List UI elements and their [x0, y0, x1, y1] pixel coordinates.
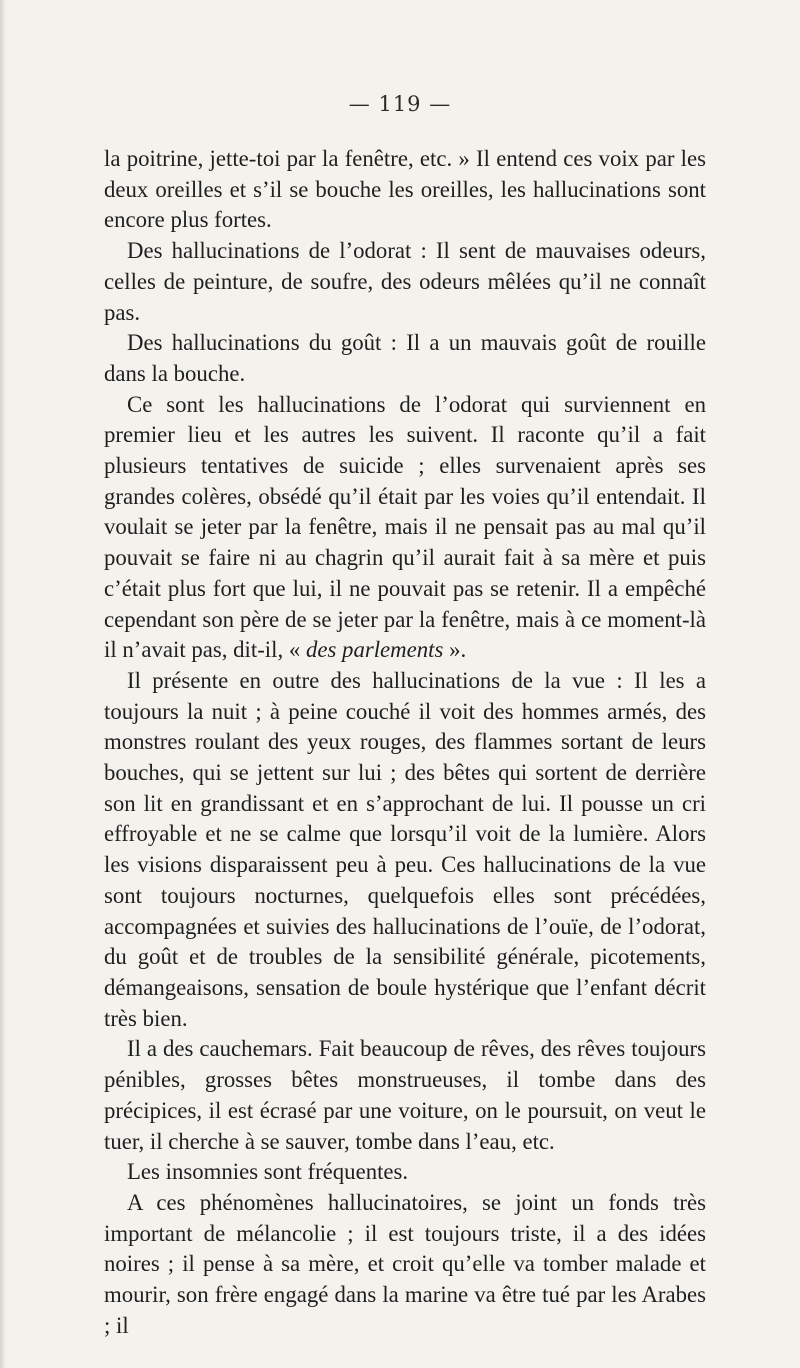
paragraph-text: Des hallucinations de l’odorat : Il sent de mauvaises odeurs, celles de peinture, de soufre, des odeurs mêlées qu’il ne connaît pas. — [104, 238, 706, 325]
paragraph — [104, 666, 706, 1034]
paragraph-text: Il a des cauchemars. Fait beaucoup de rêves, des rêves toujours pénibles, grosses bêtes monstrueuses, il tombe dans des précipices, il est écrasé par une voiture, on le poursuit, on veut le tuer, il cherche à se sauver, tombe dans l’eau, etc. — [104, 1036, 706, 1154]
paragraph-text: Il présente en outre des hallucinations de la vue : Il les a toujours la nuit ; à peine couché il voit des hommes armés, des monstres roulant des yeux rouges, des flammes sortant de leurs bouches, qui se jettent sur lui ; des bêtes qui sortent de derrière son lit en grandissant et en s’approchant de lui. Il pousse un cri effroyable et ne se calme que lorsqu’il voit de la lumière. Alors les visions disparaissent peu à peu. Ces hallucinations de la vue sont toujours nocturnes, quelquefois elles sont précédées, accompagnées et suivies des hallucinations de l’ouïe, de l’odorat, du goût et de troubles de la sensibilité générale, picotements, démangeaisons, sensation de boule hystérique que l’enfant décrit très bien. — [104, 667, 706, 1031]
paragraph-text: Les insomnies sont fréquentes. — [127, 1159, 409, 1185]
paragraph — [104, 1157, 706, 1188]
paragraph-text: Ce sont les hallucinations de l’odorat qui surviennent en premier lieu et les autres les suivent. Il raconte qu’il a fait plusieurs tentatives de suicide ; elles survenaient après ses grandes colères, obsédé qu’il était par les voies qu’il entendait. Il voulait se jeter par la fenêtre, mais il ne pensait pas au mal qu’il pouvait se faire ni au chagrin qu’il aurait fait à sa mère et puis c’était plus fort que lui, il ne pouvait pas se retenir. Il a empêché cependant son père de se jeter par la fenêtre, mais à ce moment-là il n’avait pas, dit-il, « — [104, 391, 706, 663]
paragraph-text: Des hallucinations du goût : Il a un mauvais goût de rouille dans la bouche. — [104, 330, 706, 386]
body-text — [104, 144, 706, 1341]
paragraph-text: la poitrine, jette-toi par la fenêtre, etc. » Il entend ces voix par les deux oreilles et s’il se bouche les oreilles, les hallucinations sont encore plus fortes. — [104, 146, 706, 233]
paragraph — [104, 236, 706, 328]
paragraph-text: ». — [443, 637, 467, 663]
paragraph — [104, 144, 706, 236]
italic-text: des parlements — [305, 637, 444, 663]
paragraph — [104, 328, 706, 389]
paragraph — [104, 390, 706, 666]
paragraph — [104, 1188, 706, 1342]
paragraph-text: A ces phénomènes hallucinatoires, se joint un fonds très important de mélancolie ; il est toujours triste, il a des idées noires ; il pense à sa mère, et croit qu’elle va tomber malade et mourir, son frère engagé dans la marine va être tué par les Arabes ; il — [104, 1189, 706, 1338]
paragraph — [104, 1034, 706, 1157]
page-binding-edge — [0, 0, 6, 1368]
page-number: — 119 — — [348, 92, 452, 116]
